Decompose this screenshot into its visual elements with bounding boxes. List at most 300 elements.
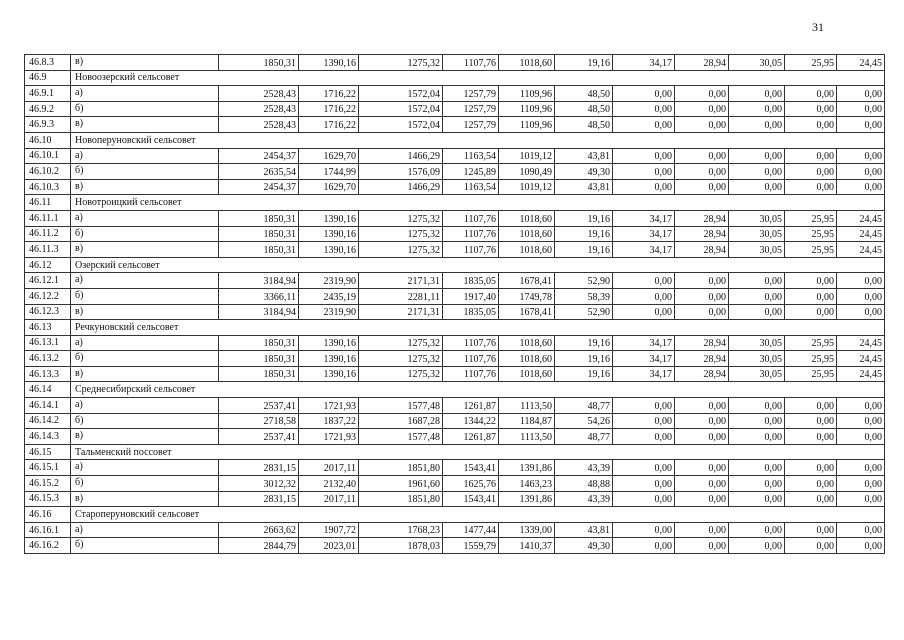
value-cell: 52,90 (555, 273, 613, 289)
row-letter: б) (71, 413, 219, 429)
section-row (25, 320, 885, 336)
row-letter: б) (71, 226, 219, 242)
value-cell: 1835,05 (443, 304, 499, 320)
value-cell: 0,00 (785, 398, 837, 414)
value-cell: 25,95 (785, 226, 837, 242)
value-cell: 1107,76 (443, 210, 499, 226)
value-cell: 34,17 (613, 242, 675, 258)
value-cell: 34,17 (613, 55, 675, 71)
value-cell: 0,00 (729, 273, 785, 289)
value-cell: 1850,31 (219, 55, 299, 71)
table-row (25, 304, 885, 320)
value-cell: 0,00 (675, 164, 729, 180)
value-cell: 0,00 (675, 429, 729, 445)
table-row (25, 522, 885, 538)
value-cell: 1390,16 (299, 335, 359, 351)
value-cell: 0,00 (729, 429, 785, 445)
value-cell: 1391,86 (499, 491, 555, 507)
value-cell: 0,00 (675, 273, 729, 289)
value-cell: 0,00 (837, 273, 885, 289)
value-cell: 2831,15 (219, 491, 299, 507)
value-cell: 1107,76 (443, 226, 499, 242)
value-cell: 0,00 (837, 117, 885, 133)
value-cell: 48,50 (555, 86, 613, 102)
tariff-table (24, 54, 885, 554)
value-cell: 1113,50 (499, 429, 555, 445)
value-cell: 1466,29 (359, 179, 443, 195)
row-code: 46.13.2 (25, 351, 71, 367)
section-title: Тальменский поссовет (71, 444, 885, 460)
value-cell: 1390,16 (299, 351, 359, 367)
value-cell: 30,05 (729, 366, 785, 382)
row-letter: в) (71, 366, 219, 382)
value-cell: 1716,22 (299, 101, 359, 117)
section-title: Озерский сельсовет (71, 257, 885, 273)
value-cell: 0,00 (837, 86, 885, 102)
row-code: 46.10 (25, 132, 71, 148)
value-cell: 0,00 (837, 148, 885, 164)
value-cell: 0,00 (675, 522, 729, 538)
value-cell: 0,00 (729, 86, 785, 102)
value-cell: 1716,22 (299, 117, 359, 133)
value-cell: 0,00 (613, 304, 675, 320)
value-cell: 19,16 (555, 335, 613, 351)
value-cell: 0,00 (837, 304, 885, 320)
value-cell: 30,05 (729, 335, 785, 351)
value-cell: 0,00 (785, 86, 837, 102)
section-row (25, 382, 885, 398)
value-cell: 2171,31 (359, 304, 443, 320)
value-cell: 1257,79 (443, 117, 499, 133)
value-cell: 0,00 (785, 476, 837, 492)
value-cell: 2528,43 (219, 117, 299, 133)
value-cell: 1851,80 (359, 491, 443, 507)
value-cell: 1678,41 (499, 273, 555, 289)
value-cell: 1572,04 (359, 117, 443, 133)
table-row (25, 398, 885, 414)
value-cell: 1744,99 (299, 164, 359, 180)
value-cell: 2435,19 (299, 288, 359, 304)
value-cell: 2132,40 (299, 476, 359, 492)
value-cell: 1275,32 (359, 210, 443, 226)
value-cell: 0,00 (729, 101, 785, 117)
value-cell: 28,94 (675, 335, 729, 351)
value-cell: 1018,60 (499, 351, 555, 367)
value-cell: 0,00 (613, 476, 675, 492)
value-cell: 2017,11 (299, 460, 359, 476)
row-code: 46.14 (25, 382, 71, 398)
value-cell: 0,00 (729, 304, 785, 320)
value-cell: 2281,11 (359, 288, 443, 304)
value-cell: 1749,78 (499, 288, 555, 304)
table-row (25, 288, 885, 304)
row-code: 46.9.1 (25, 86, 71, 102)
row-letter: а) (71, 398, 219, 414)
row-code: 46.16.2 (25, 538, 71, 554)
value-cell: 2663,62 (219, 522, 299, 538)
value-cell: 2454,37 (219, 179, 299, 195)
row-code: 46.12.1 (25, 273, 71, 289)
value-cell: 0,00 (613, 522, 675, 538)
value-cell: 1850,31 (219, 351, 299, 367)
row-code: 46.15.3 (25, 491, 71, 507)
value-cell: 0,00 (675, 476, 729, 492)
value-cell: 1390,16 (299, 366, 359, 382)
row-code: 46.9 (25, 70, 71, 86)
value-cell: 0,00 (785, 538, 837, 554)
table-row (25, 179, 885, 195)
row-letter: в) (71, 429, 219, 445)
row-letter: в) (71, 242, 219, 258)
value-cell: 34,17 (613, 335, 675, 351)
table-row (25, 476, 885, 492)
value-cell: 0,00 (675, 86, 729, 102)
table-row (25, 491, 885, 507)
value-cell: 1629,70 (299, 179, 359, 195)
row-letter: б) (71, 538, 219, 554)
value-cell: 1721,93 (299, 398, 359, 414)
value-cell: 0,00 (675, 101, 729, 117)
table-row (25, 101, 885, 117)
value-cell: 1257,79 (443, 101, 499, 117)
value-cell: 1109,96 (499, 86, 555, 102)
section-row (25, 195, 885, 211)
value-cell: 52,90 (555, 304, 613, 320)
value-cell: 3184,94 (219, 273, 299, 289)
value-cell: 1851,80 (359, 460, 443, 476)
table-row (25, 366, 885, 382)
value-cell: 0,00 (613, 179, 675, 195)
value-cell: 2635,54 (219, 164, 299, 180)
value-cell: 0,00 (675, 460, 729, 476)
value-cell: 1543,41 (443, 491, 499, 507)
row-letter: в) (71, 304, 219, 320)
value-cell: 19,16 (555, 351, 613, 367)
value-cell: 1390,16 (299, 242, 359, 258)
value-cell: 1275,32 (359, 335, 443, 351)
value-cell: 1109,96 (499, 117, 555, 133)
table-row (25, 351, 885, 367)
value-cell: 1018,60 (499, 242, 555, 258)
section-title: Новоперуновский сельсовет (71, 132, 885, 148)
value-cell: 0,00 (837, 476, 885, 492)
value-cell: 1466,29 (359, 148, 443, 164)
value-cell: 30,05 (729, 55, 785, 71)
value-cell: 1559,79 (443, 538, 499, 554)
value-cell: 30,05 (729, 351, 785, 367)
value-cell: 24,45 (837, 242, 885, 258)
value-cell: 1768,23 (359, 522, 443, 538)
value-cell: 0,00 (613, 117, 675, 133)
value-cell: 24,45 (837, 335, 885, 351)
value-cell: 24,45 (837, 210, 885, 226)
value-cell: 1850,31 (219, 226, 299, 242)
value-cell: 0,00 (837, 101, 885, 117)
value-cell: 1018,60 (499, 366, 555, 382)
value-cell: 0,00 (785, 179, 837, 195)
value-cell: 19,16 (555, 242, 613, 258)
value-cell: 1107,76 (443, 55, 499, 71)
value-cell: 1275,32 (359, 55, 443, 71)
row-letter: б) (71, 101, 219, 117)
value-cell: 0,00 (785, 273, 837, 289)
value-cell: 0,00 (613, 413, 675, 429)
value-cell: 0,00 (729, 117, 785, 133)
value-cell: 0,00 (675, 538, 729, 554)
value-cell: 0,00 (837, 288, 885, 304)
value-cell: 0,00 (837, 522, 885, 538)
value-cell: 43,81 (555, 179, 613, 195)
value-cell: 0,00 (785, 522, 837, 538)
value-cell: 1107,76 (443, 335, 499, 351)
row-code: 46.9.3 (25, 117, 71, 133)
row-code: 46.11.3 (25, 242, 71, 258)
value-cell: 1629,70 (299, 148, 359, 164)
value-cell: 0,00 (785, 288, 837, 304)
section-title: Среднесибирский сельсовет (71, 382, 885, 398)
value-cell: 25,95 (785, 210, 837, 226)
table-row (25, 55, 885, 71)
value-cell: 0,00 (613, 460, 675, 476)
value-cell: 43,81 (555, 522, 613, 538)
value-cell: 2831,15 (219, 460, 299, 476)
value-cell: 1245,89 (443, 164, 499, 180)
value-cell: 1391,86 (499, 460, 555, 476)
row-code: 46.12.3 (25, 304, 71, 320)
table-row (25, 210, 885, 226)
value-cell: 48,88 (555, 476, 613, 492)
value-cell: 34,17 (613, 366, 675, 382)
value-cell: 0,00 (837, 179, 885, 195)
row-letter: б) (71, 164, 219, 180)
value-cell: 2023,01 (299, 538, 359, 554)
value-cell: 1576,09 (359, 164, 443, 180)
section-title: Новотроицкий сельсовет (71, 195, 885, 211)
value-cell: 1275,32 (359, 351, 443, 367)
value-cell: 30,05 (729, 210, 785, 226)
value-cell: 0,00 (729, 413, 785, 429)
row-code: 46.9.2 (25, 101, 71, 117)
value-cell: 1572,04 (359, 86, 443, 102)
row-code: 46.14.3 (25, 429, 71, 445)
value-cell: 30,05 (729, 242, 785, 258)
value-cell: 25,95 (785, 335, 837, 351)
table-row (25, 460, 885, 476)
value-cell: 0,00 (729, 148, 785, 164)
value-cell: 1257,79 (443, 86, 499, 102)
value-cell: 1261,87 (443, 429, 499, 445)
value-cell: 54,26 (555, 413, 613, 429)
value-cell: 1390,16 (299, 55, 359, 71)
value-cell: 0,00 (613, 86, 675, 102)
row-code: 46.13.3 (25, 366, 71, 382)
row-code: 46.14.1 (25, 398, 71, 414)
row-code: 46.10.2 (25, 164, 71, 180)
value-cell: 1625,76 (443, 476, 499, 492)
table-row (25, 148, 885, 164)
value-cell: 1543,41 (443, 460, 499, 476)
value-cell: 0,00 (613, 491, 675, 507)
value-cell: 1113,50 (499, 398, 555, 414)
value-cell: 3366,11 (219, 288, 299, 304)
value-cell: 48,77 (555, 429, 613, 445)
section-title: Староперуновский сельсовет (71, 507, 885, 523)
table-row (25, 164, 885, 180)
value-cell: 0,00 (675, 179, 729, 195)
section-row (25, 257, 885, 273)
value-cell: 1577,48 (359, 429, 443, 445)
section-row (25, 444, 885, 460)
value-cell: 1261,87 (443, 398, 499, 414)
value-cell: 1961,60 (359, 476, 443, 492)
section-row (25, 132, 885, 148)
value-cell: 43,81 (555, 148, 613, 164)
value-cell: 1107,76 (443, 242, 499, 258)
section-title: Речкуновский сельсовет (71, 320, 885, 336)
value-cell: 1577,48 (359, 398, 443, 414)
table-row (25, 538, 885, 554)
row-code: 46.11 (25, 195, 71, 211)
value-cell: 3184,94 (219, 304, 299, 320)
value-cell: 0,00 (675, 148, 729, 164)
value-cell: 0,00 (729, 522, 785, 538)
row-code: 46.13.1 (25, 335, 71, 351)
value-cell: 1687,28 (359, 413, 443, 429)
value-cell: 48,50 (555, 117, 613, 133)
value-cell: 2454,37 (219, 148, 299, 164)
value-cell: 1275,32 (359, 242, 443, 258)
value-cell: 0,00 (613, 429, 675, 445)
value-cell: 0,00 (785, 429, 837, 445)
value-cell: 48,50 (555, 101, 613, 117)
value-cell: 1090,49 (499, 164, 555, 180)
value-cell: 0,00 (837, 538, 885, 554)
value-cell: 1572,04 (359, 101, 443, 117)
row-code: 46.11.2 (25, 226, 71, 242)
table-row (25, 117, 885, 133)
value-cell: 1410,37 (499, 538, 555, 554)
value-cell: 1109,96 (499, 101, 555, 117)
value-cell: 2319,90 (299, 273, 359, 289)
value-cell: 2718,58 (219, 413, 299, 429)
value-cell: 0,00 (613, 288, 675, 304)
value-cell: 25,95 (785, 242, 837, 258)
value-cell: 0,00 (785, 460, 837, 476)
row-letter: а) (71, 273, 219, 289)
row-letter: б) (71, 351, 219, 367)
row-code: 46.10.1 (25, 148, 71, 164)
value-cell: 2844,79 (219, 538, 299, 554)
value-cell: 0,00 (729, 164, 785, 180)
row-code: 46.12 (25, 257, 71, 273)
page-number: 31 (812, 20, 824, 34)
value-cell: 0,00 (785, 117, 837, 133)
row-code: 46.15.1 (25, 460, 71, 476)
value-cell: 34,17 (613, 351, 675, 367)
value-cell: 2017,11 (299, 491, 359, 507)
value-cell: 1716,22 (299, 86, 359, 102)
table-body (25, 55, 885, 554)
value-cell: 1344,22 (443, 413, 499, 429)
row-letter: в) (71, 491, 219, 507)
value-cell: 1678,41 (499, 304, 555, 320)
value-cell: 0,00 (675, 304, 729, 320)
value-cell: 0,00 (675, 413, 729, 429)
value-cell: 0,00 (729, 538, 785, 554)
row-code: 46.16 (25, 507, 71, 523)
table-row (25, 226, 885, 242)
value-cell: 0,00 (675, 288, 729, 304)
value-cell: 34,17 (613, 226, 675, 242)
value-cell: 1917,40 (443, 288, 499, 304)
value-cell: 1850,31 (219, 242, 299, 258)
value-cell: 2537,41 (219, 429, 299, 445)
row-code: 46.12.2 (25, 288, 71, 304)
value-cell: 28,94 (675, 366, 729, 382)
table-row (25, 335, 885, 351)
value-cell: 25,95 (785, 55, 837, 71)
row-letter: б) (71, 476, 219, 492)
value-cell: 28,94 (675, 210, 729, 226)
value-cell: 1275,32 (359, 226, 443, 242)
value-cell: 2171,31 (359, 273, 443, 289)
value-cell: 34,17 (613, 210, 675, 226)
value-cell: 19,16 (555, 226, 613, 242)
value-cell: 49,30 (555, 538, 613, 554)
table-row (25, 429, 885, 445)
value-cell: 19,16 (555, 366, 613, 382)
value-cell: 1878,03 (359, 538, 443, 554)
value-cell: 0,00 (729, 288, 785, 304)
row-code: 46.8.3 (25, 55, 71, 71)
value-cell: 1018,60 (499, 335, 555, 351)
value-cell: 1850,31 (219, 210, 299, 226)
value-cell: 1184,87 (499, 413, 555, 429)
value-cell: 1107,76 (443, 366, 499, 382)
section-row (25, 70, 885, 86)
value-cell: 1390,16 (299, 226, 359, 242)
value-cell: 1275,32 (359, 366, 443, 382)
table-row (25, 413, 885, 429)
value-cell: 2528,43 (219, 101, 299, 117)
value-cell: 0,00 (785, 413, 837, 429)
row-letter: а) (71, 460, 219, 476)
value-cell: 0,00 (837, 164, 885, 180)
value-cell: 1019,12 (499, 148, 555, 164)
value-cell: 24,45 (837, 366, 885, 382)
value-cell: 0,00 (729, 491, 785, 507)
row-letter: в) (71, 55, 219, 71)
value-cell: 2537,41 (219, 398, 299, 414)
value-cell: 19,16 (555, 210, 613, 226)
value-cell: 1018,60 (499, 55, 555, 71)
value-cell: 28,94 (675, 351, 729, 367)
row-letter: а) (71, 522, 219, 538)
value-cell: 28,94 (675, 242, 729, 258)
value-cell: 1721,93 (299, 429, 359, 445)
row-letter: а) (71, 335, 219, 351)
value-cell: 1339,00 (499, 522, 555, 538)
row-code: 46.14.2 (25, 413, 71, 429)
value-cell: 0,00 (729, 398, 785, 414)
row-code: 46.13 (25, 320, 71, 336)
row-code: 46.16.1 (25, 522, 71, 538)
value-cell: 1907,72 (299, 522, 359, 538)
value-cell: 0,00 (613, 148, 675, 164)
value-cell: 2528,43 (219, 86, 299, 102)
value-cell: 1163,54 (443, 179, 499, 195)
row-letter: а) (71, 148, 219, 164)
